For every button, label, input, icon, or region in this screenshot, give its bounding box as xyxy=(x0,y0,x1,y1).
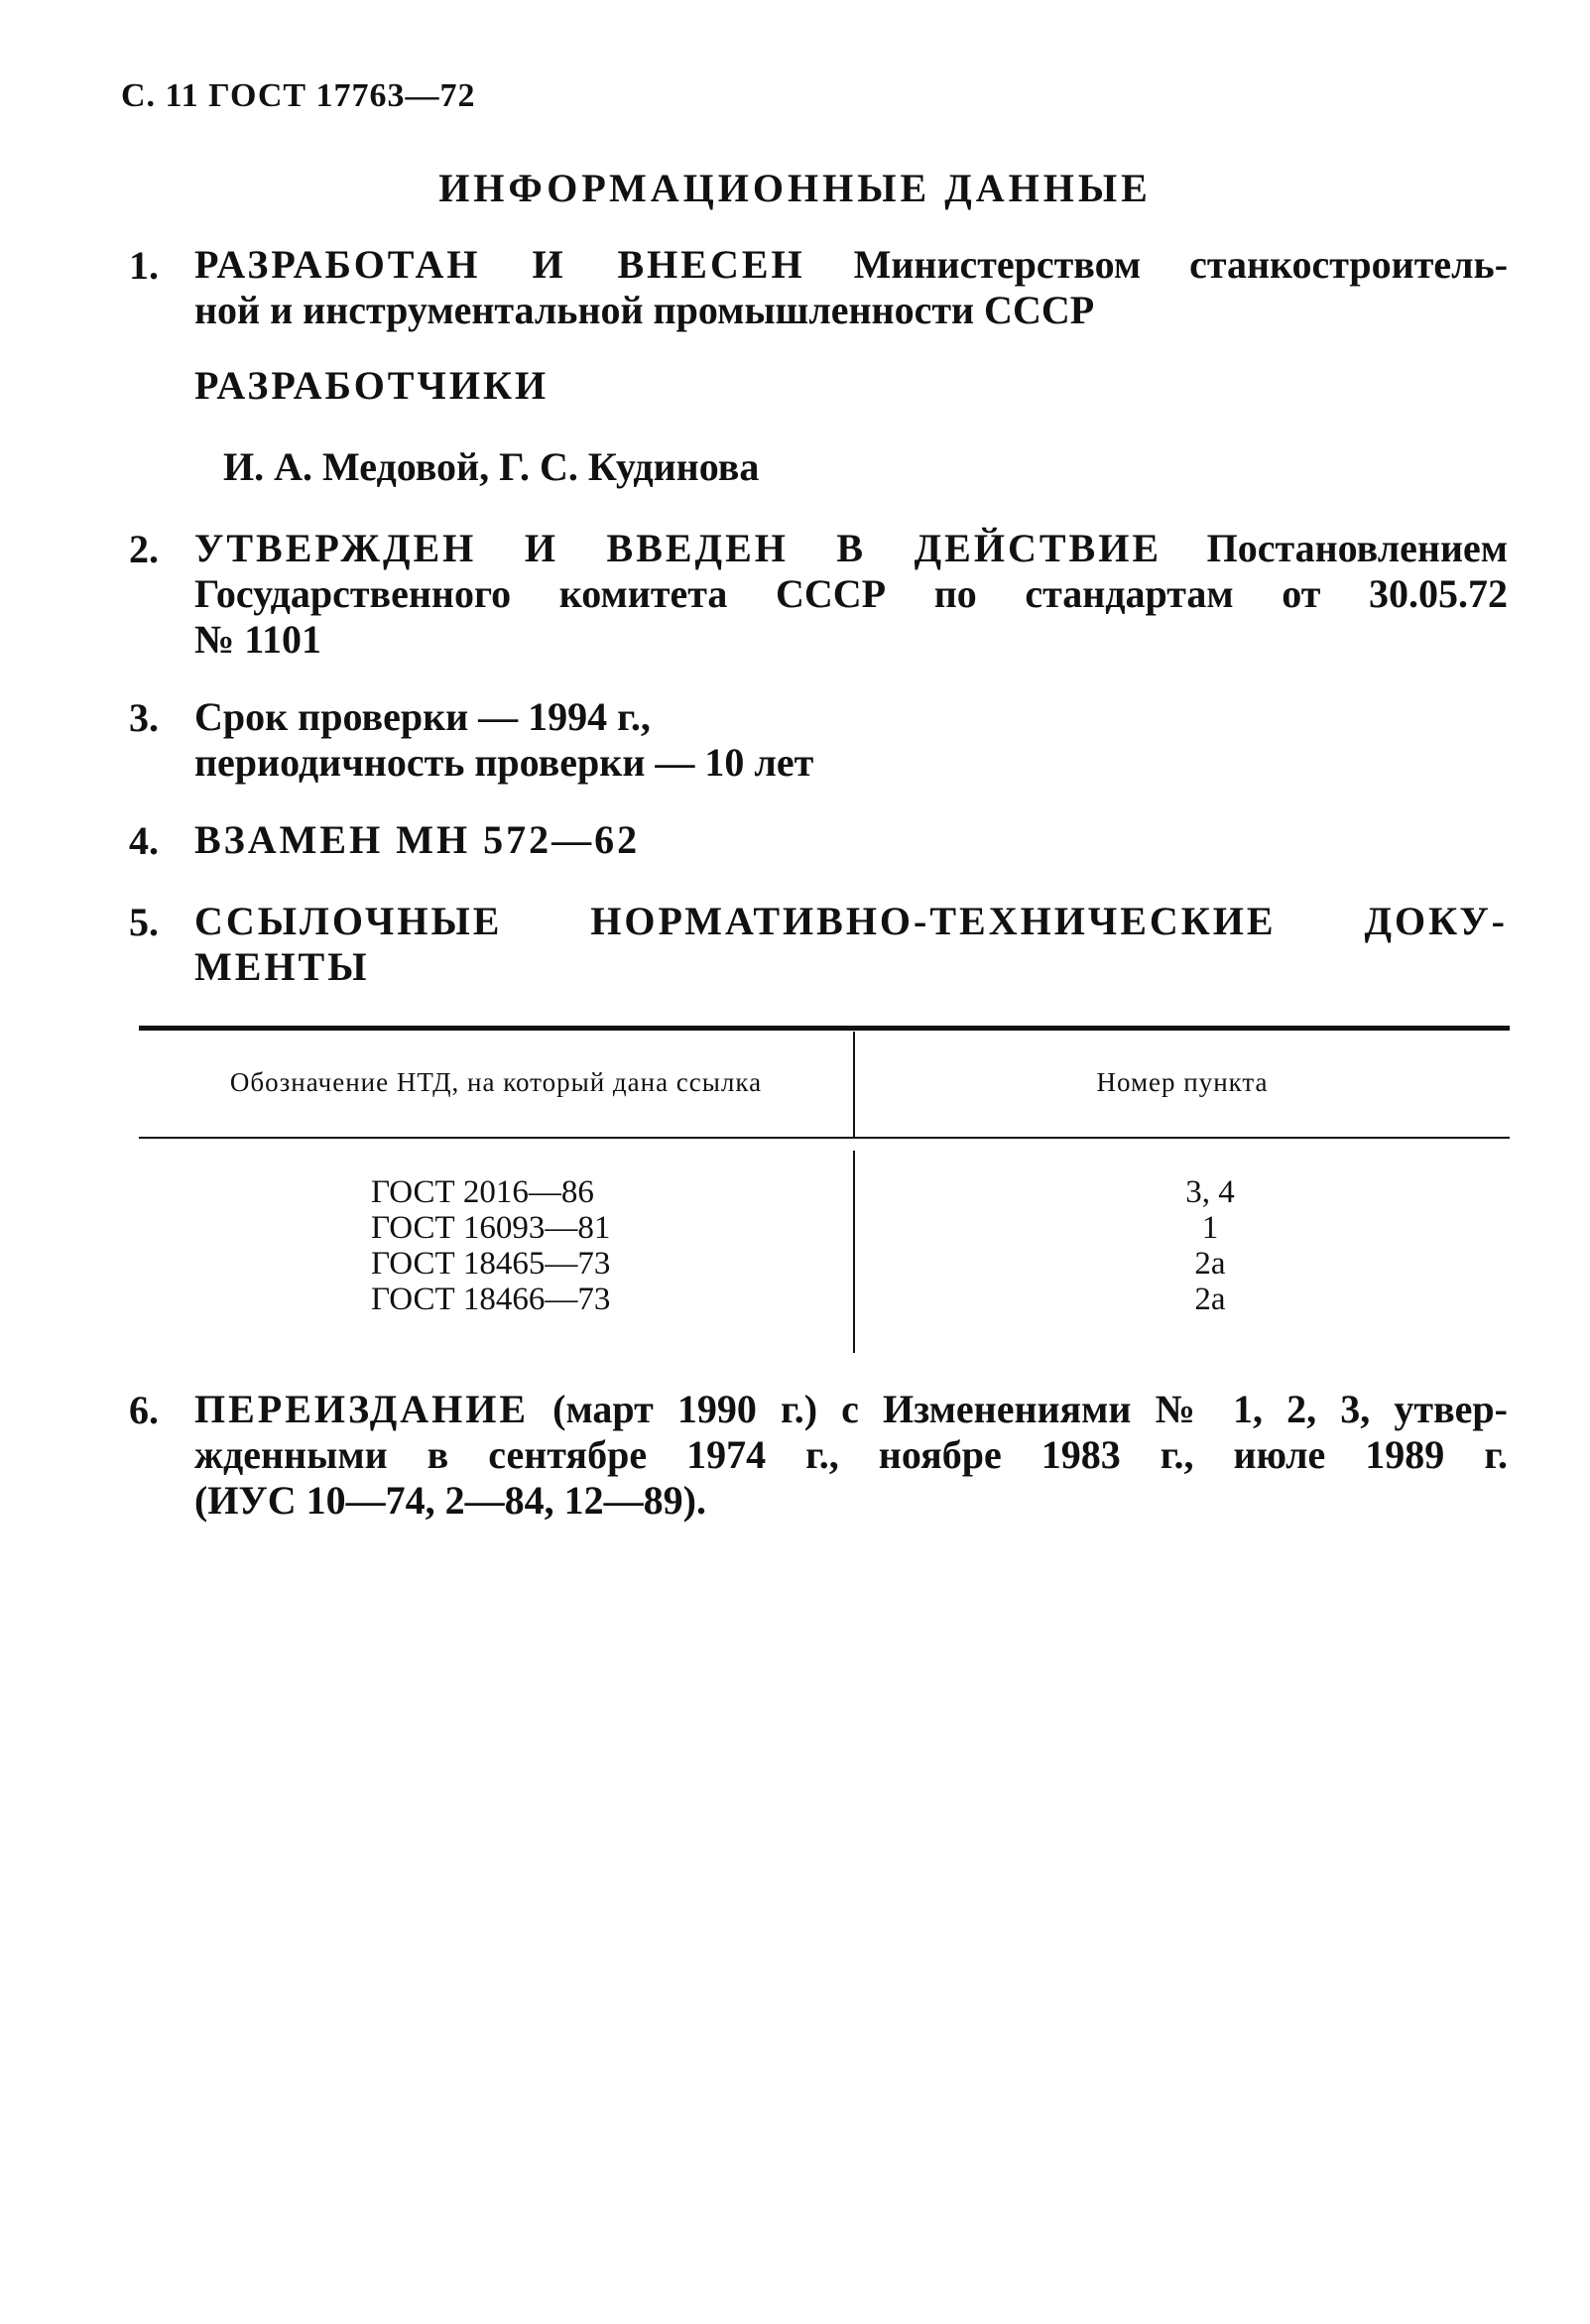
item-2-line-3: № 1101 xyxy=(194,617,321,662)
table-row-3-clause: 2а xyxy=(1194,1246,1226,1282)
table-row-1-clause: 3, 4 xyxy=(1185,1174,1235,1210)
table-row-3-designation: ГОСТ 18465—73 xyxy=(371,1246,611,1282)
item-6-lead: ПЕРЕИЗДАНИЕ xyxy=(194,1387,530,1431)
item-5-number: 5. xyxy=(129,900,159,944)
item-2-line-1 xyxy=(194,526,1508,571)
table-row-4-clause: 2а xyxy=(1194,1282,1226,1317)
item-1-line-1 xyxy=(194,242,1508,288)
item-2-lead: УТВЕРЖДЕН И ВВЕДЕН В ДЕЙСТВИЕ xyxy=(194,526,1162,570)
item-6-line-1-rest: (март 1990 г.) с Изменениями № 1, 2, 3, утвер- xyxy=(552,1387,1508,1431)
page-title: ИНФОРМАЦИОННЫЕ ДАННЫЕ xyxy=(438,166,1152,210)
table-header-clause: Номер пункта xyxy=(1096,1067,1269,1097)
table-top-rule xyxy=(139,1026,1510,1031)
item-4-number: 4. xyxy=(129,818,159,863)
item-6-number: 6. xyxy=(129,1388,159,1432)
item-1-line-1-rest: Министерством станкостроитель- xyxy=(853,242,1509,287)
table-row-2-designation: ГОСТ 16093—81 xyxy=(371,1210,611,1246)
item-6-line-1 xyxy=(194,1387,1508,1432)
developers-heading: РАЗРАБОТЧИКИ xyxy=(194,363,550,408)
item-2-number: 2. xyxy=(129,527,159,571)
item-2-line-1-rest: Постановлением xyxy=(1206,526,1509,570)
item-4-text: ВЗАМЕН МН 572—62 xyxy=(194,817,641,862)
item-1-number: 1. xyxy=(129,243,159,288)
item-5-line-1: ССЫЛОЧНЫЕ НОРМАТИВНО-ТЕХНИЧЕСКИЕ ДОКУ- xyxy=(194,899,1508,943)
item-2-line-2: Государственного комитета СССР по стандартам от 30.05.72 xyxy=(194,571,1508,616)
developers-names: И. А. Медовой, Г. С. Кудинова xyxy=(223,444,760,489)
table-row-4-designation: ГОСТ 18466—73 xyxy=(371,1282,611,1317)
item-1-lead: РАЗРАБОТАН И ВНЕСЕН xyxy=(194,242,805,287)
page-header: С. 11 ГОСТ 17763—72 xyxy=(121,77,476,114)
item-3-line-2: периодичность проверки — 10 лет xyxy=(194,740,814,785)
table-header-designation: Обозначение НТД, на который дана ссылка xyxy=(229,1067,763,1097)
table-row-1-designation: ГОСТ 2016—86 xyxy=(371,1174,594,1210)
item-3-number: 3. xyxy=(129,695,159,740)
item-6-line-3: (ИУС 10—74, 2—84, 12—89). xyxy=(194,1478,706,1523)
table-row-2-clause: 1 xyxy=(1201,1210,1219,1246)
table-header-rule xyxy=(139,1137,1510,1139)
table-body-divider xyxy=(853,1151,855,1353)
item-5-line-2: МЕНТЫ xyxy=(194,944,370,989)
item-6-line-2: жденными в сентябре 1974 г., ноябре 1983 г., июле 1989 г. xyxy=(194,1432,1508,1477)
item-3-line-1: Срок проверки — 1994 г., xyxy=(194,694,651,739)
item-1-line-2: ной и инструментальной промышленности СССР xyxy=(194,288,1095,332)
